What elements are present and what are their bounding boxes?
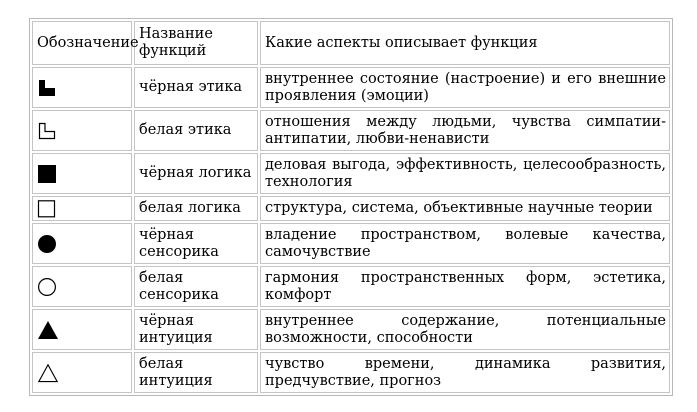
table-row [32,223,670,264]
header-name: Название функций [134,21,258,65]
function-name: белая логика [134,196,258,221]
function-name: белая сенсорика [134,266,258,307]
function-name: белая интуиция [134,352,258,393]
function-description: деловая выгода, эффективность, целесообразность, технология [260,153,670,194]
white-circle-icon [37,277,57,297]
function-name: чёрная интуиция [134,309,258,350]
function-description: внутреннее состояние (настроение) и его внешние проявления (эмоции) [260,67,670,108]
black-square-icon [37,164,57,184]
table-row [32,352,670,393]
header-aspects: Какие аспекты описывает функция [260,21,670,65]
table-row [32,153,670,194]
symbol-cell [32,196,132,221]
table-row [32,266,670,307]
function-name: чёрная этика [134,67,258,108]
table-row [32,309,670,350]
black-circle-icon [37,234,57,254]
symbol-cell [32,110,132,151]
socionics-functions-table [29,18,673,396]
symbol-cell [32,352,132,393]
function-description: структура, система, объективные научные теории [260,196,670,221]
table-row [32,67,670,108]
function-name: чёрная сенсорика [134,223,258,264]
white-l-shape-icon [37,121,57,141]
black-triangle-icon [37,320,59,340]
function-description: чувство времени, динамика развития, предчувствие, прогноз [260,352,670,393]
white-triangle-icon [37,363,59,383]
symbol-cell [32,266,132,307]
white-square-icon [37,200,57,218]
black-l-shape-icon [37,78,57,98]
function-description: внутреннее содержание, потенциальные возможности, способности [260,309,670,350]
header-row [32,21,670,65]
function-description: гармония пространственных форм, эстетика, комфорт [260,266,670,307]
symbol-cell [32,153,132,194]
symbol-cell [32,223,132,264]
function-description: отношения между людьми, чувства симпатии-антипатии, любви-ненависти [260,110,670,151]
header-symbol: Обозначение [32,21,132,65]
symbol-cell [32,67,132,108]
function-name: чёрная логика [134,153,258,194]
symbol-cell [32,309,132,350]
function-description: владение пространством, волевые качества, самочувствие [260,223,670,264]
table-row [32,196,670,221]
function-name: белая этика [134,110,258,151]
table-row [32,110,670,151]
